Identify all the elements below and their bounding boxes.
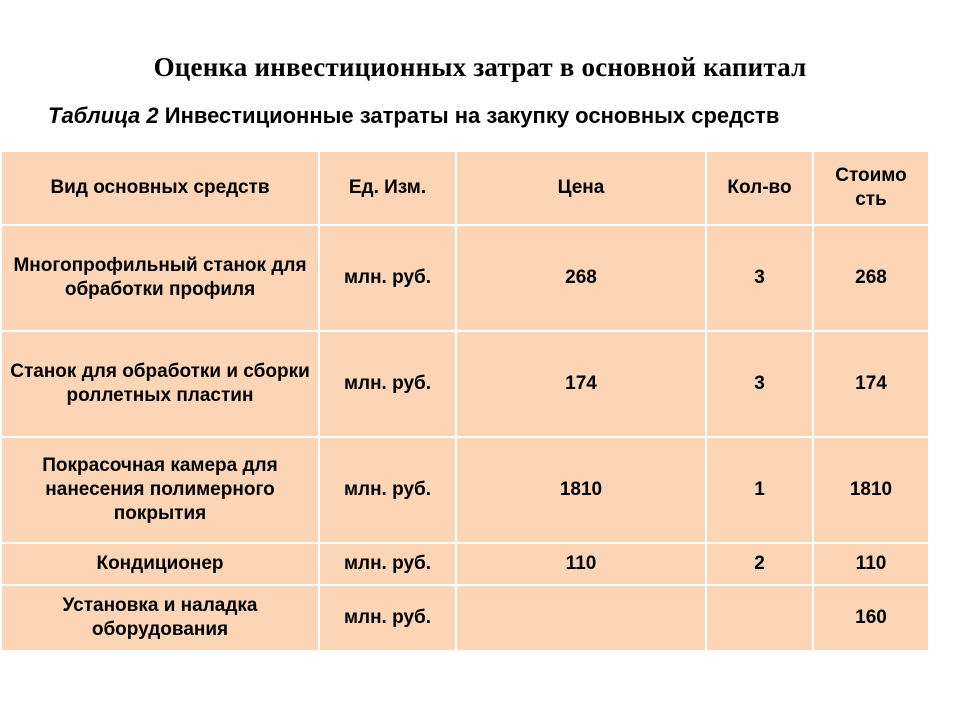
- cell-cost: 1810: [813, 437, 929, 543]
- cell-asset-name: Станок для обработки и сборки роллетных пластин: [1, 331, 319, 437]
- table-caption: [0, 100, 866, 131]
- table-caption-container: [0, 100, 960, 150]
- cell-asset-name: Установка и наладка оборудования: [1, 585, 319, 651]
- table-body: [1, 225, 929, 651]
- header-price: Цена: [456, 151, 706, 225]
- cell-unit: млн. руб.: [319, 331, 456, 437]
- cell-price: 1810: [456, 437, 706, 543]
- table-row: [1, 585, 929, 651]
- header-unit: Ед. Изм.: [319, 151, 456, 225]
- cell-unit: млн. руб.: [319, 437, 456, 543]
- cell-cost: 174: [813, 331, 929, 437]
- cell-price: 110: [456, 543, 706, 585]
- cell-asset-name: Покрасочная камера для нанесения полимерного покрытия: [1, 437, 319, 543]
- cell-quantity: [706, 585, 813, 651]
- cell-asset-name: Кондиционер: [1, 543, 319, 585]
- cell-unit: млн. руб.: [319, 585, 456, 651]
- table-row: [1, 437, 929, 543]
- cell-price: [456, 585, 706, 651]
- cell-unit: млн. руб.: [319, 543, 456, 585]
- header-quantity: Кол-во: [706, 151, 813, 225]
- header-cost: Стоимо сть: [813, 151, 929, 225]
- table-caption-text: Инвестиционные затраты на закупку основных средств: [158, 103, 780, 128]
- cell-price: 268: [456, 225, 706, 331]
- table-row: [1, 225, 929, 331]
- investment-table: [0, 150, 930, 652]
- cell-quantity: 3: [706, 331, 813, 437]
- header-asset-type: Вид основных средств: [1, 151, 319, 225]
- cell-cost: 160: [813, 585, 929, 651]
- cell-asset-name: Многопрофильный станок для обработки профиля: [1, 225, 319, 331]
- table-header-row: [1, 151, 929, 225]
- table-row: [1, 331, 929, 437]
- cell-cost: 110: [813, 543, 929, 585]
- cell-cost: 268: [813, 225, 929, 331]
- cell-quantity: 1: [706, 437, 813, 543]
- slide-title: Оценка инвестиционных затрат в основной капитал: [153, 52, 807, 82]
- table-row: [1, 543, 929, 585]
- cell-quantity: 2: [706, 543, 813, 585]
- cell-price: 174: [456, 331, 706, 437]
- cell-quantity: 3: [706, 225, 813, 331]
- table-caption-number: Таблица 2: [48, 103, 159, 128]
- cell-unit: млн. руб.: [319, 225, 456, 331]
